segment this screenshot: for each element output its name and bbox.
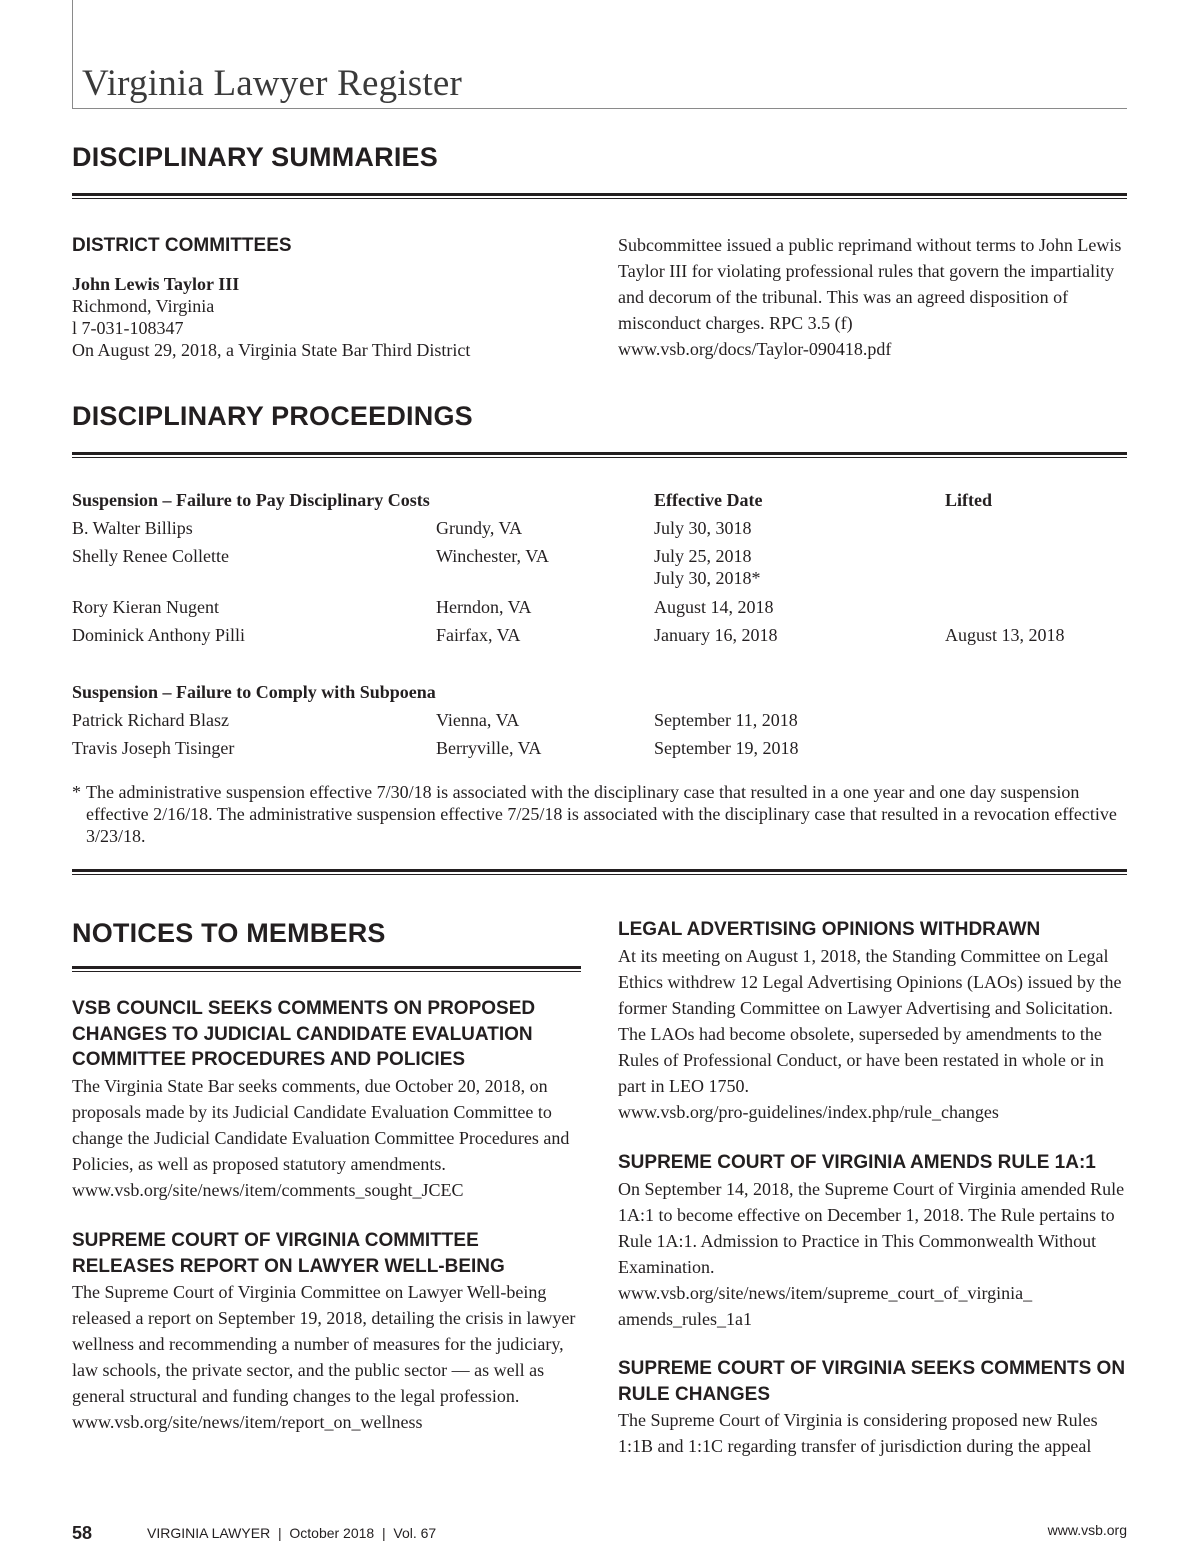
section-rule — [72, 452, 1127, 458]
row-name: Travis Joseph Tisinger — [72, 738, 235, 758]
col-effective-date: Effective Date — [654, 490, 763, 510]
footnote — [72, 781, 1127, 847]
summary-right-column — [618, 232, 1123, 362]
row-effective: September 11, 2018 — [654, 710, 798, 730]
section-title-proceedings: DISCIPLINARY PROCEEDINGS — [72, 401, 473, 431]
row-effective: July 30, 3018 — [654, 518, 752, 538]
row-effective: August 14, 2018 — [654, 597, 774, 617]
header-horizontal-rule — [72, 108, 1127, 109]
notice-link[interactable]: www.vsb.org/site/news/item/report_on_wellness — [72, 1412, 423, 1432]
section-title-summaries: DISCIPLINARY SUMMARIES — [72, 142, 438, 172]
notice-body: The Virginia State Bar seeks comments, due October 20, 2018, on proposals made by its Judicial Candidate Evaluation Committee to change the Judicial Candidate Evaluation Committee Procedures and Policies, as well as proposed statutory amendments. — [72, 1075, 570, 1174]
notice-item — [618, 1150, 1128, 1332]
respondent-location: Richmond, Virginia — [72, 296, 215, 316]
notice-body: On September 14, 2018, the Supreme Court of Virginia amended Rule 1A:1 to become effective on December 1, 2018. The Rule pertains to Rule 1A:1. Admission to Practice in This Commonwealth Without Examination. — [618, 1178, 1125, 1277]
notice-item — [618, 1356, 1128, 1459]
notice-item — [72, 1228, 582, 1435]
row-place: Winchester, VA — [436, 546, 549, 566]
group2-heading: Suspension – Failure to Comply with Subpoena — [72, 682, 436, 702]
summary-respondent — [72, 273, 552, 361]
masthead-title: Virginia Lawyer Register — [82, 63, 463, 104]
case-number: l 7-031-108347 — [72, 318, 184, 338]
footnote-mark: * — [72, 782, 81, 802]
page-number: 58 — [72, 1523, 93, 1543]
notice-item — [72, 996, 582, 1203]
row-lifted: August 13, 2018 — [945, 625, 1065, 645]
notice-body: The Supreme Court of Virginia is considering proposed new Rules 1:1B and 1:1C regarding transfer of jurisdiction during the appeal — [618, 1410, 1098, 1456]
row-place: Fairfax, VA — [436, 625, 521, 645]
notice-heading: LEGAL ADVERTISING OPINIONS WITHDRAWN — [618, 919, 1041, 940]
col-lifted: Lifted — [945, 490, 992, 510]
summary-text-left: On August 29, 2018, a Virginia State Bar Third District — [72, 340, 471, 360]
notice-body: The Supreme Court of Virginia Committee on Lawyer Well-being released a report on September 19, 2018, detailing the crisis in lawyer wellness and recommending a number of measures for the judiciary, law schools, the private sector, and the public sector — as well as general structural and funding changes to the legal profession. — [72, 1282, 576, 1406]
notice-heading: SUPREME COURT OF VIRGINIA COMMITTEE RELEASES REPORT ON LAWYER WELL-BEING — [72, 1230, 505, 1277]
notice-heading: SUPREME COURT OF VIRGINIA AMENDS RULE 1A:1 — [618, 1152, 1096, 1173]
row-effective: September 19, 2018 — [654, 738, 799, 758]
row-place: Berryville, VA — [436, 738, 542, 758]
row-name: Rory Kieran Nugent — [72, 597, 219, 617]
row-name: Shelly Renee Collette — [72, 546, 229, 566]
header-vertical-rule — [72, 0, 73, 108]
row-name: Dominick Anthony Pilli — [72, 625, 246, 645]
summary-text-right: Subcommittee issued a public reprimand without terms to John Lewis Taylor III for violating professional rules that govern the impartiality and decorum of the tribunal. This was an agreed disposition of misconduct charges. RPC 3.5 (f) — [618, 235, 1122, 333]
summary-link[interactable]: www.vsb.org/docs/Taylor-090418.pdf — [618, 339, 892, 359]
notice-link[interactable]: www.vsb.org/pro-guidelines/index.php/rule_changes — [618, 1101, 999, 1122]
section-rule — [72, 193, 1127, 199]
district-committees-heading: DISTRICT COMMITTEES — [72, 235, 292, 256]
group1-heading: Suspension – Failure to Pay Disciplinary Costs — [72, 490, 430, 510]
notice-body: At its meeting on August 1, 2018, the Standing Committee on Legal Ethics withdrew 12 Legal Advertising Opinions (LAOs) issued by the former Standing Committee on Lawyer Advertising and Solicitation. The LAOs had become obsolete, superseded by amendments to the Rules of Professional Conduct, or have been restated in whole or in part in LEO 1750. — [618, 945, 1122, 1096]
row-name: B. Walter Billips — [72, 518, 193, 538]
notice-heading: VSB COUNCIL SEEKS COMMENTS ON PROPOSED CHANGES TO JUDICIAL CANDIDATE EVALUATION COMMITTEE PROCEDURES AND POLICIES — [72, 998, 536, 1070]
section-rule — [72, 966, 581, 972]
row-place: Herndon, VA — [436, 597, 532, 617]
row-place: Grundy, VA — [436, 518, 523, 538]
publication-info: VIRGINIA LAWYER | October 2018 | Vol. 67 — [147, 1525, 437, 1541]
notice-heading: SUPREME COURT OF VIRGINIA SEEKS COMMENTS ON RULE CHANGES — [618, 1358, 1126, 1405]
row-effective: July 25, 2018 — [654, 546, 752, 566]
row-place: Vienna, VA — [436, 710, 520, 730]
section-rule — [72, 869, 1127, 875]
row-name: Patrick Richard Blasz — [72, 710, 229, 730]
row-effective: January 16, 2018 — [654, 625, 778, 645]
notice-link[interactable]: www.vsb.org/site/news/item/supreme_court_of_virginia_ amends_rules_1a1 — [618, 1282, 1033, 1329]
section-title-notices: NOTICES TO MEMBERS — [72, 918, 386, 948]
notice-link[interactable]: www.vsb.org/site/news/item/comments_sought_JCEC — [72, 1179, 464, 1200]
footer-website-link[interactable]: www.vsb.org — [1047, 1522, 1127, 1538]
respondent-name: John Lewis Taylor III — [72, 274, 240, 294]
row-effective-secondary: July 30, 2018* — [654, 568, 761, 588]
notice-item — [618, 917, 1128, 1125]
footnote-text: The administrative suspension effective 7/30/18 is associated with the disciplinary case that resulted in a one year and one day suspension effective 2/16/18. The administrative suspension effective 7/25/18 is associated with the disciplinary case that resulted in a revocation effective 3/23/18. — [86, 782, 1117, 846]
